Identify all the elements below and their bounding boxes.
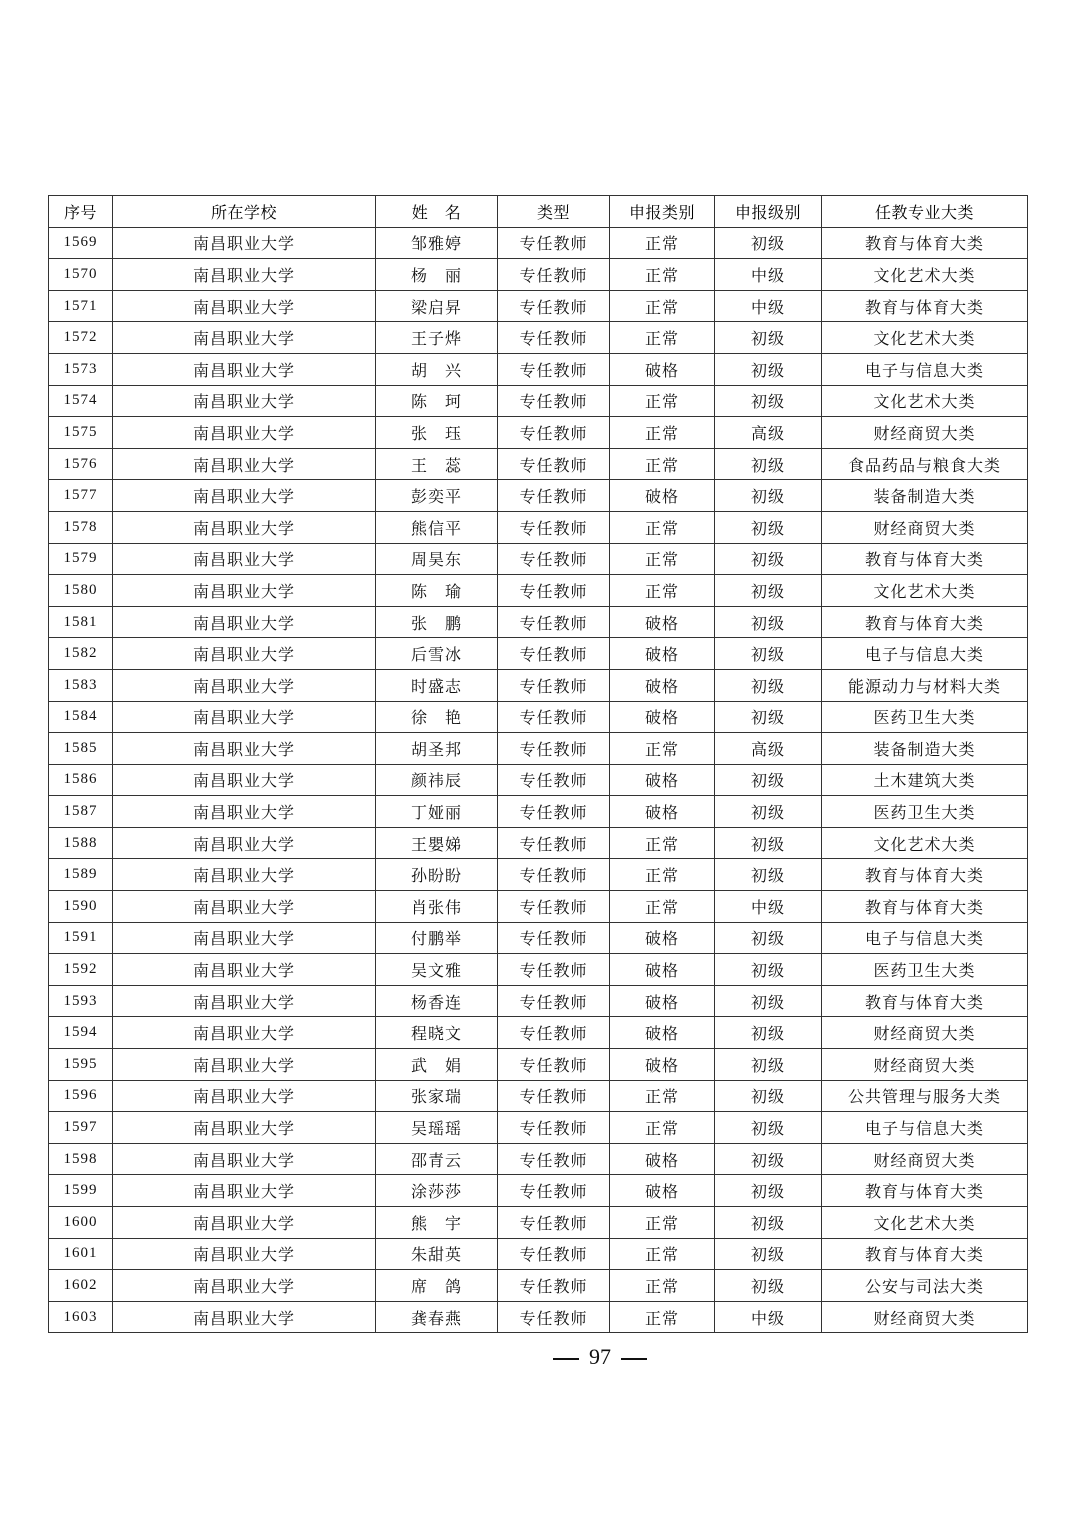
page-number-dash-right (621, 1358, 647, 1360)
cell-major-category: 装备制造大类 (822, 733, 1028, 765)
cell-application-level: 初级 (715, 1175, 822, 1207)
cell-application-level: 初级 (715, 385, 822, 417)
cell-type: 专任教师 (498, 922, 610, 954)
cell-school: 南昌职业大学 (113, 796, 376, 828)
cell-application-category: 正常 (610, 575, 715, 607)
cell-application-level: 初级 (715, 1270, 822, 1302)
header-application-category: 申报类别 (610, 196, 715, 228)
cell-type: 专任教师 (498, 859, 610, 891)
cell-application-level: 初级 (715, 764, 822, 796)
cell-type: 专任教师 (498, 985, 610, 1017)
table-row (49, 227, 1028, 259)
cell-application-category: 破格 (610, 796, 715, 828)
cell-application-level: 高级 (715, 733, 822, 765)
cell-school: 南昌职业大学 (113, 1080, 376, 1112)
cell-name: 杨 丽 (376, 259, 498, 291)
cell-application-level: 初级 (715, 1112, 822, 1144)
cell-major-category: 土木建筑大类 (822, 764, 1028, 796)
cell-application-category: 正常 (610, 859, 715, 891)
cell-type: 专任教师 (498, 1049, 610, 1081)
cell-school: 南昌职业大学 (113, 985, 376, 1017)
cell-application-category: 正常 (610, 827, 715, 859)
cell-serial: 1597 (49, 1112, 113, 1144)
cell-major-category: 电子与信息大类 (822, 922, 1028, 954)
cell-application-level: 初级 (715, 322, 822, 354)
cell-application-level: 初级 (715, 954, 822, 986)
cell-serial: 1589 (49, 859, 113, 891)
table-row (49, 859, 1028, 891)
cell-name: 杨香连 (376, 985, 498, 1017)
cell-name: 陈 珂 (376, 385, 498, 417)
cell-school: 南昌职业大学 (113, 290, 376, 322)
cell-major-category: 文化艺术大类 (822, 827, 1028, 859)
cell-name: 龚春燕 (376, 1301, 498, 1333)
cell-application-level: 初级 (715, 353, 822, 385)
cell-type: 专任教师 (498, 606, 610, 638)
cell-school: 南昌职业大学 (113, 922, 376, 954)
cell-application-level: 中级 (715, 1301, 822, 1333)
cell-application-category: 破格 (610, 764, 715, 796)
cell-school: 南昌职业大学 (113, 638, 376, 670)
table-row (49, 290, 1028, 322)
cell-school: 南昌职业大学 (113, 322, 376, 354)
cell-major-category: 文化艺术大类 (822, 322, 1028, 354)
cell-application-level: 初级 (715, 669, 822, 701)
cell-major-category: 教育与体育大类 (822, 543, 1028, 575)
cell-serial: 1603 (49, 1301, 113, 1333)
page-number-dash-left (553, 1358, 579, 1360)
cell-school: 南昌职业大学 (113, 543, 376, 575)
cell-application-level: 初级 (715, 1207, 822, 1239)
cell-school: 南昌职业大学 (113, 511, 376, 543)
cell-major-category: 装备制造大类 (822, 480, 1028, 512)
cell-school: 南昌职业大学 (113, 733, 376, 765)
table-row (49, 701, 1028, 733)
cell-major-category: 文化艺术大类 (822, 575, 1028, 607)
cell-name: 张 珏 (376, 417, 498, 449)
cell-major-category: 教育与体育大类 (822, 227, 1028, 259)
table-row (49, 1017, 1028, 1049)
cell-serial: 1594 (49, 1017, 113, 1049)
cell-name: 陈 瑜 (376, 575, 498, 607)
cell-name: 程晓文 (376, 1017, 498, 1049)
cell-school: 南昌职业大学 (113, 1301, 376, 1333)
cell-major-category: 食品药品与粮食大类 (822, 448, 1028, 480)
cell-application-category: 破格 (610, 985, 715, 1017)
cell-name: 周昊东 (376, 543, 498, 575)
cell-application-category: 正常 (610, 290, 715, 322)
cell-school: 南昌职业大学 (113, 1112, 376, 1144)
cell-major-category: 医药卫生大类 (822, 954, 1028, 986)
cell-type: 专任教师 (498, 1143, 610, 1175)
cell-type: 专任教师 (498, 448, 610, 480)
cell-school: 南昌职业大学 (113, 1207, 376, 1239)
cell-serial: 1601 (49, 1238, 113, 1270)
cell-school: 南昌职业大学 (113, 1143, 376, 1175)
cell-school: 南昌职业大学 (113, 954, 376, 986)
cell-serial: 1599 (49, 1175, 113, 1207)
cell-name: 席 鸽 (376, 1270, 498, 1302)
cell-name: 涂莎莎 (376, 1175, 498, 1207)
cell-application-category: 正常 (610, 733, 715, 765)
cell-application-category: 正常 (610, 543, 715, 575)
cell-application-category: 破格 (610, 1049, 715, 1081)
cell-school: 南昌职业大学 (113, 891, 376, 923)
cell-serial: 1579 (49, 543, 113, 575)
cell-name: 胡 兴 (376, 353, 498, 385)
cell-application-level: 初级 (715, 575, 822, 607)
cell-name: 时盛志 (376, 669, 498, 701)
header-name: 姓 名 (376, 196, 498, 228)
table-row (49, 575, 1028, 607)
cell-type: 专任教师 (498, 417, 610, 449)
table-row (49, 417, 1028, 449)
cell-type: 专任教师 (498, 1270, 610, 1302)
cell-application-category: 正常 (610, 1080, 715, 1112)
table-row (49, 543, 1028, 575)
cell-school: 南昌职业大学 (113, 606, 376, 638)
cell-application-category: 破格 (610, 480, 715, 512)
cell-serial: 1583 (49, 669, 113, 701)
cell-serial: 1571 (49, 290, 113, 322)
cell-school: 南昌职业大学 (113, 1238, 376, 1270)
table-row (49, 448, 1028, 480)
cell-serial: 1573 (49, 353, 113, 385)
cell-serial: 1593 (49, 985, 113, 1017)
cell-application-level: 初级 (715, 827, 822, 859)
cell-school: 南昌职业大学 (113, 701, 376, 733)
cell-application-category: 正常 (610, 511, 715, 543)
cell-application-category: 破格 (610, 701, 715, 733)
cell-application-level: 初级 (715, 1143, 822, 1175)
cell-major-category: 医药卫生大类 (822, 796, 1028, 828)
cell-school: 南昌职业大学 (113, 480, 376, 512)
table-header (49, 196, 1028, 228)
table-body (49, 227, 1028, 1333)
cell-major-category: 文化艺术大类 (822, 385, 1028, 417)
cell-major-category: 教育与体育大类 (822, 290, 1028, 322)
cell-major-category: 教育与体育大类 (822, 606, 1028, 638)
table-row (49, 480, 1028, 512)
cell-major-category: 电子与信息大类 (822, 638, 1028, 670)
cell-application-category: 正常 (610, 417, 715, 449)
cell-type: 专任教师 (498, 575, 610, 607)
cell-type: 专任教师 (498, 1112, 610, 1144)
page-number-text: 97 (589, 1344, 611, 1369)
cell-school: 南昌职业大学 (113, 859, 376, 891)
roster-table (48, 195, 1028, 1333)
cell-application-level: 初级 (715, 448, 822, 480)
cell-serial: 1586 (49, 764, 113, 796)
cell-name: 肖张伟 (376, 891, 498, 923)
table-row (49, 669, 1028, 701)
cell-serial: 1582 (49, 638, 113, 670)
cell-major-category: 教育与体育大类 (822, 1238, 1028, 1270)
cell-application-category: 正常 (610, 1270, 715, 1302)
table-row (49, 1080, 1028, 1112)
cell-application-category: 正常 (610, 259, 715, 291)
cell-type: 专任教师 (498, 511, 610, 543)
cell-name: 王子烨 (376, 322, 498, 354)
header-school: 所在学校 (113, 196, 376, 228)
cell-school: 南昌职业大学 (113, 575, 376, 607)
table-row (49, 322, 1028, 354)
cell-major-category: 能源动力与材料大类 (822, 669, 1028, 701)
cell-serial: 1600 (49, 1207, 113, 1239)
cell-application-category: 正常 (610, 322, 715, 354)
table-row (49, 1207, 1028, 1239)
cell-application-level: 初级 (715, 543, 822, 575)
cell-application-category: 破格 (610, 669, 715, 701)
cell-major-category: 财经商贸大类 (822, 1049, 1028, 1081)
cell-application-category: 破格 (610, 954, 715, 986)
cell-application-level: 初级 (715, 227, 822, 259)
cell-serial: 1590 (49, 891, 113, 923)
cell-name: 王嬰娣 (376, 827, 498, 859)
cell-application-level: 初级 (715, 796, 822, 828)
cell-type: 专任教师 (498, 733, 610, 765)
cell-type: 专任教师 (498, 701, 610, 733)
cell-serial: 1587 (49, 796, 113, 828)
cell-major-category: 文化艺术大类 (822, 259, 1028, 291)
cell-name: 邹雅婷 (376, 227, 498, 259)
cell-major-category: 公安与司法大类 (822, 1270, 1028, 1302)
table-row (49, 1049, 1028, 1081)
table-row (49, 606, 1028, 638)
cell-type: 专任教师 (498, 480, 610, 512)
cell-name: 彭奕平 (376, 480, 498, 512)
cell-name: 胡圣邦 (376, 733, 498, 765)
cell-serial: 1576 (49, 448, 113, 480)
cell-school: 南昌职业大学 (113, 417, 376, 449)
cell-application-level: 初级 (715, 859, 822, 891)
table-row (49, 827, 1028, 859)
cell-type: 专任教师 (498, 1080, 610, 1112)
cell-application-category: 破格 (610, 922, 715, 954)
header-serial: 序号 (49, 196, 113, 228)
cell-school: 南昌职业大学 (113, 353, 376, 385)
table-row (49, 1270, 1028, 1302)
cell-major-category: 公共管理与服务大类 (822, 1080, 1028, 1112)
cell-school: 南昌职业大学 (113, 669, 376, 701)
cell-name: 徐 艳 (376, 701, 498, 733)
cell-type: 专任教师 (498, 353, 610, 385)
header-type: 类型 (498, 196, 610, 228)
cell-application-category: 破格 (610, 1143, 715, 1175)
table-row (49, 796, 1028, 828)
cell-school: 南昌职业大学 (113, 827, 376, 859)
cell-application-level: 初级 (715, 922, 822, 954)
cell-serial: 1578 (49, 511, 113, 543)
cell-serial: 1602 (49, 1270, 113, 1302)
cell-application-level: 初级 (715, 701, 822, 733)
cell-serial: 1591 (49, 922, 113, 954)
cell-application-category: 正常 (610, 1301, 715, 1333)
cell-application-level: 中级 (715, 891, 822, 923)
cell-school: 南昌职业大学 (113, 1017, 376, 1049)
cell-serial: 1588 (49, 827, 113, 859)
cell-type: 专任教师 (498, 227, 610, 259)
cell-application-category: 破格 (610, 638, 715, 670)
cell-major-category: 教育与体育大类 (822, 859, 1028, 891)
cell-type: 专任教师 (498, 259, 610, 291)
cell-serial: 1569 (49, 227, 113, 259)
cell-application-category: 正常 (610, 385, 715, 417)
header-row (49, 196, 1028, 228)
cell-application-level: 初级 (715, 1049, 822, 1081)
table-row (49, 259, 1028, 291)
cell-serial: 1575 (49, 417, 113, 449)
cell-major-category: 财经商贸大类 (822, 417, 1028, 449)
cell-application-level: 中级 (715, 259, 822, 291)
cell-application-level: 初级 (715, 985, 822, 1017)
cell-name: 邵青云 (376, 1143, 498, 1175)
cell-name: 王 蕊 (376, 448, 498, 480)
table-row (49, 954, 1028, 986)
cell-major-category: 财经商贸大类 (822, 1301, 1028, 1333)
cell-name: 吴瑶瑶 (376, 1112, 498, 1144)
cell-serial: 1598 (49, 1143, 113, 1175)
cell-type: 专任教师 (498, 385, 610, 417)
cell-school: 南昌职业大学 (113, 1049, 376, 1081)
cell-name: 丁娅丽 (376, 796, 498, 828)
table-row (49, 511, 1028, 543)
cell-type: 专任教师 (498, 891, 610, 923)
cell-application-level: 高级 (715, 417, 822, 449)
cell-type: 专任教师 (498, 954, 610, 986)
table-row (49, 733, 1028, 765)
cell-application-level: 初级 (715, 511, 822, 543)
cell-application-level: 初级 (715, 1238, 822, 1270)
cell-type: 专任教师 (498, 322, 610, 354)
cell-serial: 1585 (49, 733, 113, 765)
cell-application-level: 初级 (715, 480, 822, 512)
cell-type: 专任教师 (498, 764, 610, 796)
cell-school: 南昌职业大学 (113, 1270, 376, 1302)
cell-serial: 1592 (49, 954, 113, 986)
cell-application-category: 正常 (610, 227, 715, 259)
cell-serial: 1577 (49, 480, 113, 512)
cell-serial: 1572 (49, 322, 113, 354)
cell-type: 专任教师 (498, 1238, 610, 1270)
cell-serial: 1580 (49, 575, 113, 607)
cell-application-level: 初级 (715, 1017, 822, 1049)
cell-name: 孙盼盼 (376, 859, 498, 891)
table-row (49, 638, 1028, 670)
cell-type: 专任教师 (498, 1301, 610, 1333)
cell-name: 颜祎辰 (376, 764, 498, 796)
cell-name: 熊信平 (376, 511, 498, 543)
cell-name: 朱甜英 (376, 1238, 498, 1270)
cell-school: 南昌职业大学 (113, 385, 376, 417)
cell-serial: 1595 (49, 1049, 113, 1081)
cell-name: 吴文雅 (376, 954, 498, 986)
cell-type: 专任教师 (498, 796, 610, 828)
cell-name: 后雪冰 (376, 638, 498, 670)
cell-serial: 1581 (49, 606, 113, 638)
cell-type: 专任教师 (498, 669, 610, 701)
cell-application-level: 初级 (715, 606, 822, 638)
cell-major-category: 文化艺术大类 (822, 1207, 1028, 1239)
cell-application-category: 破格 (610, 1017, 715, 1049)
cell-name: 熊 宇 (376, 1207, 498, 1239)
table-row (49, 1238, 1028, 1270)
cell-application-level: 初级 (715, 638, 822, 670)
cell-application-category: 正常 (610, 1207, 715, 1239)
table-row (49, 1112, 1028, 1144)
table-row (49, 891, 1028, 923)
page-number (0, 1344, 1074, 1370)
cell-major-category: 教育与体育大类 (822, 985, 1028, 1017)
cell-major-category: 电子与信息大类 (822, 353, 1028, 385)
cell-school: 南昌职业大学 (113, 448, 376, 480)
cell-name: 张家瑞 (376, 1080, 498, 1112)
cell-major-category: 财经商贸大类 (822, 1017, 1028, 1049)
header-application-level: 申报级别 (715, 196, 822, 228)
table-row (49, 1301, 1028, 1333)
cell-application-category: 正常 (610, 891, 715, 923)
cell-name: 梁启昇 (376, 290, 498, 322)
table-row (49, 353, 1028, 385)
table-row (49, 985, 1028, 1017)
table-row (49, 1175, 1028, 1207)
cell-application-category: 破格 (610, 606, 715, 638)
cell-type: 专任教师 (498, 543, 610, 575)
cell-serial: 1584 (49, 701, 113, 733)
cell-school: 南昌职业大学 (113, 227, 376, 259)
cell-major-category: 医药卫生大类 (822, 701, 1028, 733)
cell-application-level: 初级 (715, 1080, 822, 1112)
cell-school: 南昌职业大学 (113, 1175, 376, 1207)
cell-name: 付鹏举 (376, 922, 498, 954)
cell-application-level: 中级 (715, 290, 822, 322)
cell-type: 专任教师 (498, 1207, 610, 1239)
header-major-category: 任教专业大类 (822, 196, 1028, 228)
cell-serial: 1596 (49, 1080, 113, 1112)
cell-name: 武 娟 (376, 1049, 498, 1081)
cell-major-category: 财经商贸大类 (822, 511, 1028, 543)
cell-type: 专任教师 (498, 290, 610, 322)
cell-type: 专任教师 (498, 1175, 610, 1207)
cell-serial: 1574 (49, 385, 113, 417)
cell-school: 南昌职业大学 (113, 764, 376, 796)
cell-application-category: 正常 (610, 1238, 715, 1270)
cell-major-category: 教育与体育大类 (822, 891, 1028, 923)
cell-application-category: 正常 (610, 448, 715, 480)
table-row (49, 385, 1028, 417)
table-row (49, 922, 1028, 954)
cell-name: 张 鹏 (376, 606, 498, 638)
cell-type: 专任教师 (498, 638, 610, 670)
cell-type: 专任教师 (498, 1017, 610, 1049)
cell-major-category: 电子与信息大类 (822, 1112, 1028, 1144)
cell-school: 南昌职业大学 (113, 259, 376, 291)
table-row (49, 1143, 1028, 1175)
cell-major-category: 财经商贸大类 (822, 1143, 1028, 1175)
cell-serial: 1570 (49, 259, 113, 291)
cell-major-category: 教育与体育大类 (822, 1175, 1028, 1207)
cell-application-category: 正常 (610, 1112, 715, 1144)
cell-application-category: 破格 (610, 353, 715, 385)
cell-application-category: 破格 (610, 1175, 715, 1207)
cell-type: 专任教师 (498, 827, 610, 859)
table-row (49, 764, 1028, 796)
